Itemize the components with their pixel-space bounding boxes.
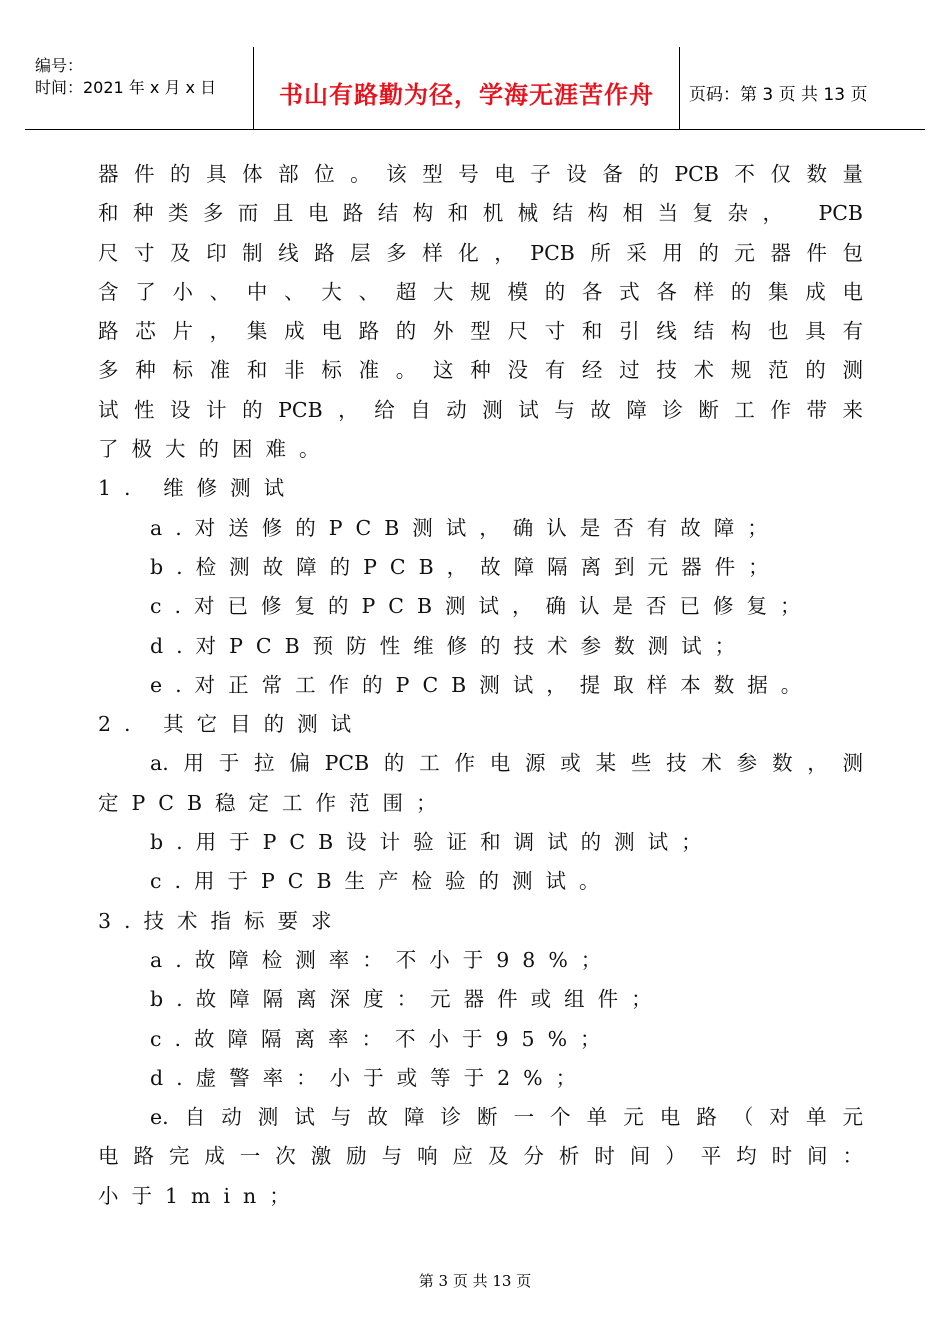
page-header xyxy=(25,47,925,130)
list-item: b.用于PCB设计验证和调试的测试； xyxy=(150,830,715,855)
header-page-code: 页码：第 3 页 共 13 页 xyxy=(689,85,868,105)
list-item: e.对正常工作的PCB测试，提取样本数据。 xyxy=(150,672,815,697)
page-footer: 第 3 页 共 13 页 xyxy=(418,1272,532,1290)
document-body xyxy=(98,155,863,1216)
list-item: e.自动测试与故障诊断一个单元电路（对单元 xyxy=(150,1105,863,1130)
header-divider xyxy=(679,47,680,129)
list-item: d.虚警率：小于或等于2%； xyxy=(150,1065,590,1090)
body-line: 和种类多而且电路结构和机械结构相当复杂， PCB xyxy=(98,201,863,226)
body-line: 电路完成一次激励与响应及分析时间）平均时间： xyxy=(98,1144,863,1169)
body-line: 尺寸及印制线路层多样化，PCB所采用的元器件包 xyxy=(98,240,863,265)
body-line: 含了小、中、大、超大规模的各式各样的集成电 xyxy=(98,279,863,304)
list-item: a.用于拉偏PCB的工作电源或某些技术参数，测 xyxy=(150,751,863,776)
header-left-cell xyxy=(35,55,216,99)
body-line: 多种标准和非标准。这种没有经过技术规范的测 xyxy=(98,358,863,383)
body-line: 路芯片，集成电路的外型尺寸和引线结构也具有 xyxy=(98,319,863,344)
list-item: c.对已修复的PCB测试，确认是否已修复； xyxy=(150,594,814,619)
body-line: 了极大的困难。 xyxy=(98,437,333,462)
list-item: c.故障隔离率：不小于95%； xyxy=(150,1026,614,1051)
header-motto: 书山有路勤为径，学海无涯苦作舟 xyxy=(279,81,654,109)
list-item: a.对送修的PCB测试，确认是否有故障； xyxy=(150,515,781,540)
list-item: a.故障检测率：不小于98%； xyxy=(150,947,615,972)
list-item: c.用于PCB生产检验的测试。 xyxy=(150,869,613,894)
list-item: b.故障隔离深度：元器件或组件； xyxy=(150,987,665,1012)
body-line: 器件的具体部位。该型号电子设备的PCB不仅数量 xyxy=(98,162,863,186)
body-line: 定PCB稳定工作范围； xyxy=(98,790,450,815)
section-heading: 1. 维修测试 xyxy=(98,476,298,501)
section-heading: 3.技术指标要求 xyxy=(98,908,345,933)
body-line: 小于1min； xyxy=(98,1183,303,1208)
section-heading: 2. 其它目的测试 xyxy=(98,712,365,737)
body-line: 试性设计的PCB，给自动测试与故障诊断工作带来 xyxy=(98,397,863,422)
list-item: b.检测故障的PCB，故障隔离到元器件； xyxy=(150,554,782,579)
document-number-label: 编号： xyxy=(35,56,84,75)
list-item: d.对PCB预防性维修的技术参数测试； xyxy=(150,633,749,658)
document-time-label: 时间：2021 年 x 月 x 日 xyxy=(35,78,217,97)
